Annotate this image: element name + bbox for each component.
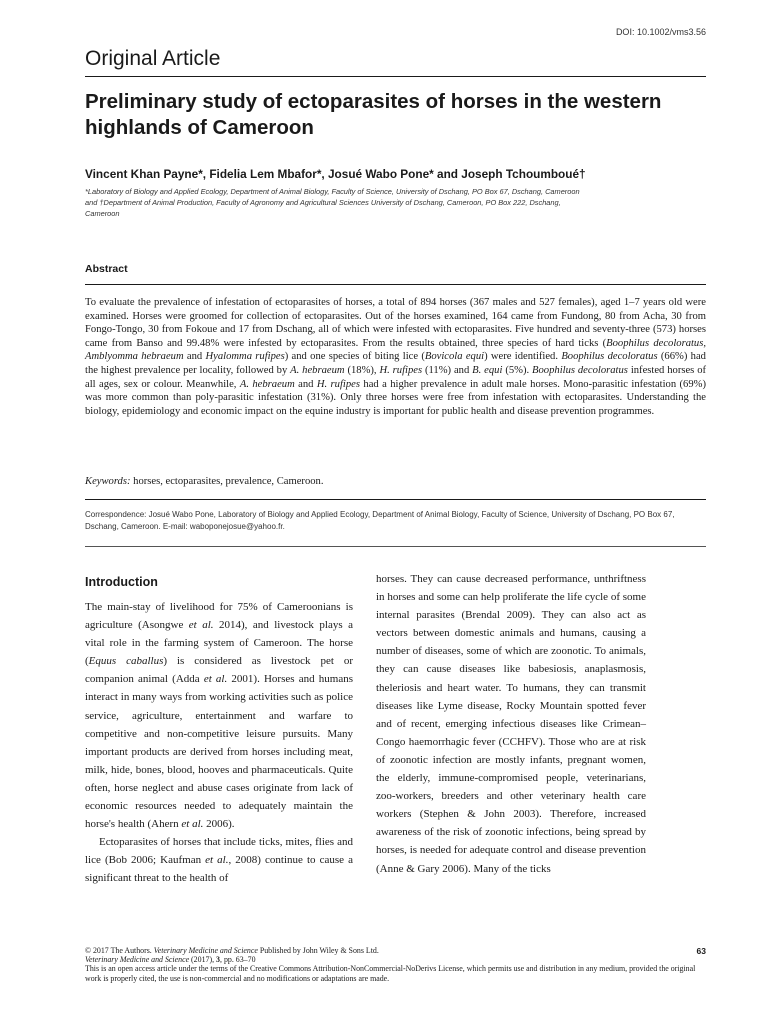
keywords <box>85 476 706 487</box>
article-type: Original Article <box>85 47 221 70</box>
page-number: 63 <box>696 946 706 956</box>
intro-paragraph: The main-stay of livelihood for 75% of Cameroonians is agriculture (Asongwe et al. 2014), and livestock plays a vital role in the farming system of Cameroon. The horse (Equus caballus) is considered as livestock pet or companion animal (Adda et al. 2001). Horses and humans interact in many ways from working activities such as police service, agriculture, entertainment and warfare to competitive and non-competitive leisure pursuits. Many important products are derived from horses including meat, milk, hide, bones, blood, hooves and pharmaceuticals. Quite often, horse neglect and abuse cases originate from lack of economic resources needed to adequately maintain the horse's health (Ahern et al. 2006). <box>85 601 353 831</box>
affiliation-line: *Laboratory of Biology and Applied Ecology, Department of Animal Biology, Faculty of Science, University of Dschang, PO Box 67, Dschang, Cameroon <box>85 187 580 196</box>
citation-line: Veterinary Medicine and Science (2017), 3, pp. 63–70 <box>85 955 256 965</box>
keywords-text: horses, ectoparasites, prevalence, Cameroon. <box>130 476 324 487</box>
intro-paragraph: Ectoparasites of horses that include ticks, mites, flies and lice (Bob 2006; Kaufman et al., 2008) continue to cause a significant threat to the health of <box>85 836 354 885</box>
keywords-rule <box>85 499 706 500</box>
affiliations <box>85 186 645 219</box>
affiliation-line: and †Department of Animal Production, Faculty of Agronomy and Agricultural Sciences University of Dschang, Cameroon, PO Box 222, Dschang, <box>85 198 561 207</box>
abstract-heading: Abstract <box>85 263 128 275</box>
correspondence: Correspondence: Josué Wabo Pone, Laboratory of Biology and Applied Ecology, Department of Animal Biology, Faculty of Science, University of Dschang, PO Box 67, Dschang, Cameroon. E-mail: waboponejosue@yahoo.fr. <box>85 510 675 531</box>
authors: Vincent Khan Payne*, Fidelia Lem Mbafor*, Josué Wabo Pone* and Joseph Tchoumboué† <box>85 167 586 181</box>
copyright-line: © 2017 The Authors. Veterinary Medicine and Science Published by John Wiley & Sons Ltd. <box>85 946 379 955</box>
intro-paragraph-continued: horses. They can cause decreased performance, unthriftness in horses and some can help proliferate the life cycle of some internal parasites (Brendal 2009). They can also act as vectors between domestic animals and humans, causing a number of diseases, some of which are zoonotic. To animals, they can cause diseases like babesiosis, anaplasmosis, theleriosis and heart water. To humans, they can transmit diseases like Lyme disease, Rocky Mountain spotted fever and of recent, emerging infectious diseases like Crimean–Congo haemorrhagic fever (CCHFV). Those who are at risk of zoonotic infection are mostly infants, pregnant women, the elderly, immune-compromised people, veterinarians, zoo-workers, breeders and other veterinary health care workers (Stephen & John 2003). Therefore, increased awareness of the risk of zoonotic infections, being spread by horses, is needed for adequate control and disease prevention (Anne & Gary 2006). Many of the ticks <box>376 573 646 875</box>
introduction-heading: Introduction <box>85 575 158 589</box>
left-column <box>85 568 353 888</box>
keywords-label: Keywords: <box>85 476 131 487</box>
correspondence-rule <box>85 546 706 547</box>
article-title: Preliminary study of ectoparasites of horses in the western highlands of Cameroon <box>85 90 662 139</box>
license-text: This is an open access article under the terms of the Creative Commons Attribution-NonCommercial-NoDerivs License, which permits use and distribution in any medium, provided the original work is properly cited, the use is non-commercial and no modifications or adaptations are made. <box>85 964 696 983</box>
right-column <box>376 570 646 878</box>
abstract-rule <box>85 284 706 285</box>
abstract-body: To evaluate the prevalence of infestation of ectoparasites of horses, a total of 894 horses (367 males and 527 females), aged 1–7 years old were examined. Horses were groomed for collection of ectoparasites. Out of the horses examined, 164 came from Fundong, 80 from Acha, 30 from Fongo-Tongo, 30 from Fokoue and 17 from Dschang, all of which were infested with ectoparasites. Five hundred and seventy-three (573) horses came from Banso and 99.48% were infested by ectoparasites. From the results obtained, three species of hard ticks (Boophilus decoloratus, Amblyomma hebraeum and Hyalomma rufipes) and one species of biting lice (Bovicola equi) were identified. Boophilus decoloratus (66%) had the highest prevalence per locality, followed by A. hebraeum (18%), H. rufipes (11%) and B. equi (5%). Boophilus decoloratus infested horses of all ages, sex or colour. Meanwhile, A. hebraeum and H. rufipes had a higher prevalence in adult male horses. Mono-parasitic infestation (69%) was more common than poly-parasitic infestation (31%). Only three horses were free from infestation with ectoparasites. Understanding the biology, epidemiology and economic impact on the equine industry is important for public health and disease prevention programmes. <box>85 297 707 417</box>
top-rule <box>85 76 706 77</box>
affiliation-line: Cameroon <box>85 209 120 218</box>
doi: DOI: 10.1002/vms3.56 <box>615 27 706 37</box>
footer <box>85 946 706 983</box>
